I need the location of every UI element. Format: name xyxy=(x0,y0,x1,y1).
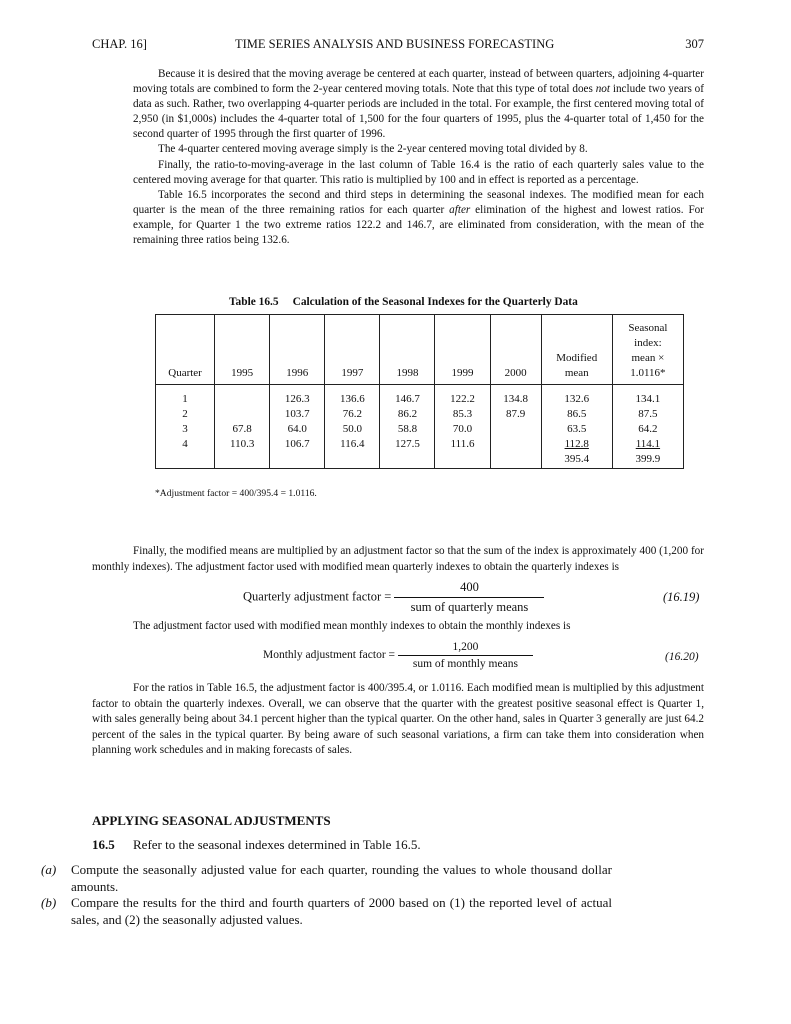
intro-paragraph-2: The 4-quarter centered moving average simply is the 2-year centered moving total divided by 8. xyxy=(158,143,588,156)
equation-number: (16.19) xyxy=(663,590,700,604)
adjustment-paragraph-2: For the ratios in Table 16.5, the adjustment factor is 400/395.4, or 1.0116. Each modified mean is multiplied by this adjustment factor to obtain the quarterly indexes. Overall, we can observe that the quarter with the greatest positive seasonal effect is Quarter 1, with sales generally being about 34.1 percent higher than the typical quarter. On the other hand, sales in Quarter 3 generally are just 64.2 percent of the sales in the typical quarter. By being aware of such seasonal variations, a firm can take them into consideration when planning work schedules and in making forecasts of sales. xyxy=(92,682,704,756)
section-heading: APPLYING SEASONAL ADJUSTMENTS xyxy=(92,813,331,828)
seasonal-index-table xyxy=(155,314,684,469)
table-row: 1 126.3 136.6 146.7 122.2 134.8 132.6 134.1 xyxy=(156,385,684,408)
table-row: 3 67.8 64.0 50.0 58.8 70.0 63.5 64.2 xyxy=(156,422,684,437)
part-text: Compare the results for the third and fourth quarters of 2000 based on (1) the reported level of actual sales, and (2) the seasonally adjusted values. xyxy=(71,895,612,927)
equation-fraction: $\frac{1,200}{\text{sum of monthly means}}$ xyxy=(398,641,533,670)
part-text: Compute the seasonally adjusted value for each quarter, rounding the values to whole thousand dollar amounts. xyxy=(71,862,612,894)
adjustment-paragraph-1: Finally, the modified means are multiplied by an adjustment factor so that the sum of the index is approximately 400 (1,200 for monthly indexes). The adjustment factor used with modified mean quarterly indexes to obtain the quarterly indexes is xyxy=(92,545,704,573)
part-label: (a) xyxy=(41,862,57,877)
col-modified-mean: Modified mean xyxy=(541,315,612,385)
intro-paragraph-4: Table 16.5 incorporates the second and third steps in determining the seasonal indexes. The modified mean for each quarter is the mean of the three remaining ratios for each quarter after elimination of the highest and lowest ratios. For example, for Quarter 1 the two extreme ratios 122.2 and 146.7, are eliminated from consideration, with the mean of the remaining three ratios being 132.6. xyxy=(133,188,704,247)
equation-lhs: Monthly adjustment factor = xyxy=(263,649,396,662)
equation-lhs: Quarterly adjustment factor = xyxy=(243,589,392,604)
running-header xyxy=(92,37,704,55)
col-1996: 1996 xyxy=(270,315,325,385)
problem-part-a xyxy=(41,862,612,895)
total-modified-mean: 395.4 xyxy=(541,452,612,469)
problem-stem: Refer to the seasonal indexes determined in Table 16.5. xyxy=(133,837,421,852)
adjustment-transition: The adjustment factor used with modified mean monthly indexes to obtain the monthly indexes is xyxy=(133,620,571,632)
equation-fraction: $\frac{400}{\text{sum of quarterly means}}$ xyxy=(394,580,544,615)
problem-part-b xyxy=(41,895,612,928)
col-1997: 1997 xyxy=(325,315,380,385)
table-footnote: *Adjustment factor = 400/395.4 = 1.0116. xyxy=(155,488,317,499)
table-header-row xyxy=(156,315,684,385)
equation-number: (16.20) xyxy=(665,651,699,663)
col-2000: 2000 xyxy=(490,315,541,385)
table-title: Calculation of the Seasonal Indexes for the Quarterly Data xyxy=(292,296,578,308)
intro-text xyxy=(133,67,704,248)
total-seasonal-index: 399.9 xyxy=(612,452,683,469)
equation-quarterly-factor xyxy=(243,580,544,615)
running-title: TIME SERIES ANALYSIS AND BUSINESS FORECASTING xyxy=(235,37,555,51)
page-number: 307 xyxy=(685,37,704,51)
table-label: Table 16.5 xyxy=(229,296,279,308)
intro-paragraph-3: Finally, the ratio-to-moving-average in the last column of Table 16.4 is the ratio of each quarterly sales value to the centered moving average for that quarter. This ratio is multiplied by 100 and in effect is reported as a percentage. xyxy=(133,158,704,186)
col-1995: 1995 xyxy=(215,315,270,385)
equation-monthly-factor xyxy=(263,641,533,670)
col-quarter: Quarter xyxy=(156,315,215,385)
col-1999: 1999 xyxy=(435,315,490,385)
problem-number: 16.5 xyxy=(92,837,115,852)
col-seasonal-index: Seasonal index: mean × 1.0116* xyxy=(612,315,683,385)
part-label: (b) xyxy=(41,895,57,910)
chapter-label: CHAP. 16] xyxy=(92,37,147,51)
col-1998: 1998 xyxy=(380,315,435,385)
table-row: 2 103.7 76.2 86.2 85.3 87.9 86.5 87.5 xyxy=(156,407,684,422)
table-caption xyxy=(229,296,592,308)
intro-paragraph-1: Because it is desired that the moving average be centered at each quarter, instead of between quarters, adjoining 4-quarter moving totals are combined to form the 2-year centered moving totals. Note that this type of total does not include two years of data as such. Rather, two overlapping 4-quarter periods are included in the total. For example, the first centered moving total of 2,950 (in $1,000s) includes the 4-quarter total of 1,500 for the four quarters of 1995, plus the 4-quarter total of 1,450 for the second quarter of 1995 through the first quarter of 1996. xyxy=(133,68,704,141)
table-totals-row xyxy=(156,452,684,469)
table-row: 4 110.3 106.7 116.4 127.5 111.6 112.8 114.1 xyxy=(156,437,684,452)
